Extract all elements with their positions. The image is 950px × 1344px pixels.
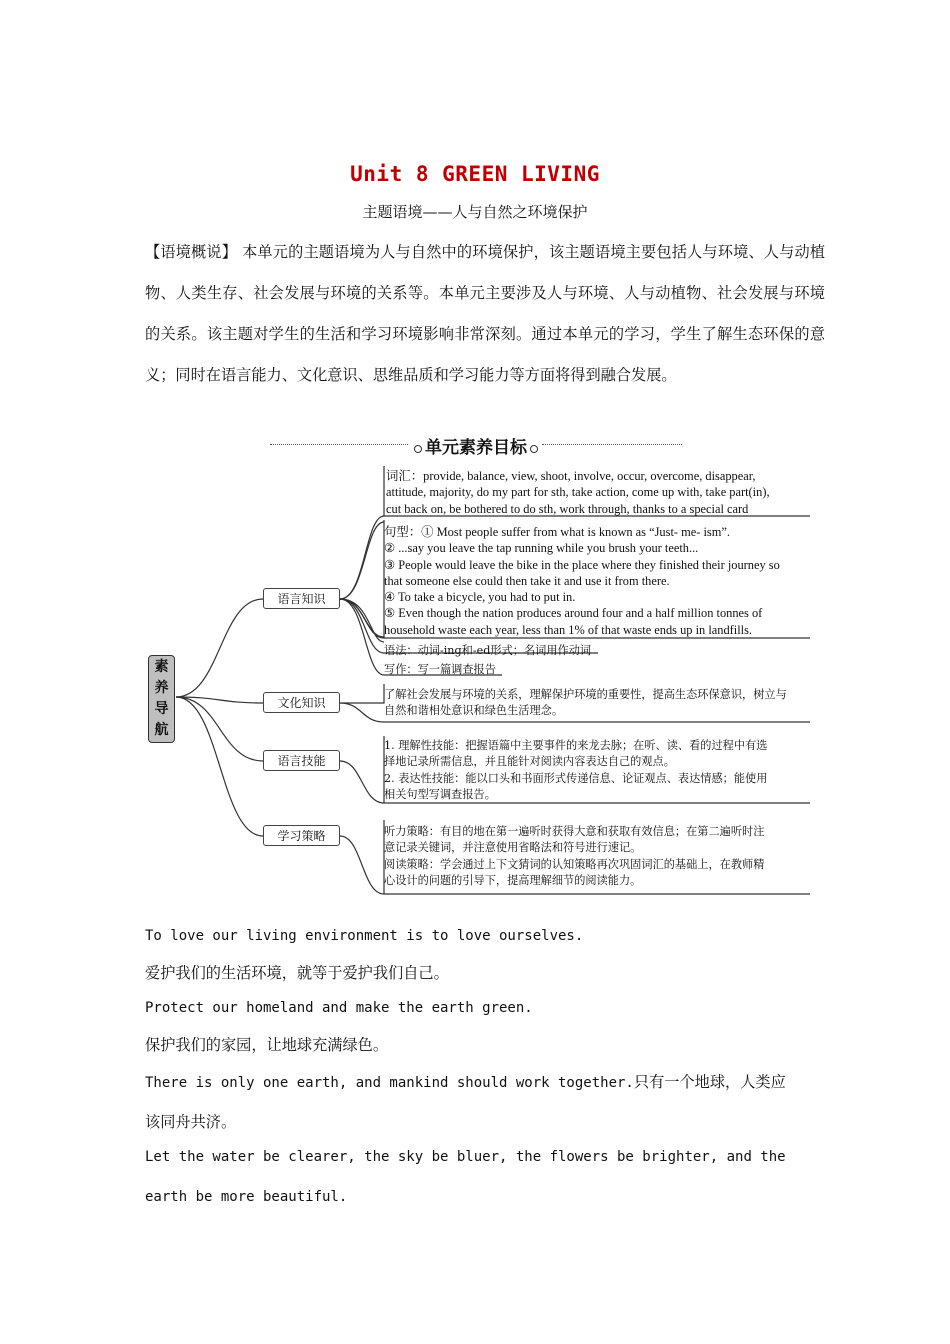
- quote-2-chinese: 保护我们的家园，让地球充满绿色。: [145, 1036, 388, 1054]
- leaf-vocabulary: 词汇：provide, balance, view, shoot, involve, occur, overcome, disappear, attitude, majority, do my part for sth, take action, come up with, take part(in), cut back on, be bothered to do sth, work through, thanks to a special card: [386, 469, 770, 516]
- quote-4-line-1: Let the water be clearer, the sky be bluer, the flowers be brighter, and the: [145, 1149, 786, 1165]
- quote-3-english: There is only one earth, and mankind should work together.: [145, 1075, 634, 1091]
- quote-3-chinese-b: 该同舟共济。: [145, 1113, 237, 1131]
- connector-grammar: [340, 599, 384, 653]
- quote-2-english: Protect our homeland and make the earth green.: [145, 1000, 533, 1016]
- branch-language-knowledge: 语言知识: [263, 588, 340, 609]
- quote-1-chinese: 爱护我们的生活环境，就等于爱护我们自己。: [145, 964, 449, 982]
- overview-text: 本单元的主题语境为人与自然中的环境保护，该主题语境主要包括人与环境、人与动植物、人类生存、社会发展与环境的关系等。本单元主要涉及人与环境、人与动植物、社会发展与环境的关系。该主题对学生的生活和学习环境影响非常深刻。通过本单元的学习，学生了解生态环保的意义；同时在语言能力、文化意识、思维品质和学习能力等方面将得到融合发展。: [145, 243, 826, 384]
- leaf-culture: 了解社会发展与环境的关系，理解保护环境的重要性，提高生态环保意识，树立与 自然和谐相处意识和绿色生活理念。: [384, 688, 787, 718]
- ring-icon: [530, 445, 538, 453]
- unit-title: Unit 8 GREEN LIVING: [350, 162, 600, 186]
- connector-culture: [340, 684, 384, 703]
- connector-root-skills: [176, 697, 263, 761]
- root-node: 素养导航: [148, 655, 175, 743]
- connector-culture-b: [340, 703, 384, 722]
- quote-3: [145, 1071, 786, 1092]
- branch-learning-strategy: 学习策略: [263, 825, 340, 846]
- branch-culture-knowledge: 文化知识: [263, 692, 340, 713]
- leaf-grammar: 语法：动词-ing和-ed形式；名词用作动词: [384, 644, 592, 657]
- quote-3-chinese-a: 只有一个地球，人类应: [633, 1073, 786, 1091]
- leaf-sentence-patterns: 句型：① Most people suffer from what is known as “Just- me- ism”. ② ...say you leave the tap running while you brush your teeth... ③ People would leave the bike in the place where they finished their journey so that someone else could then take it and use it from there. ④ To take a bicycle, you had to put in. ⑤ Even though the nation produces around four and a half million tonnes of household waste each year, less than 1% of that waste ends up in landfills.: [384, 525, 780, 637]
- leaf-strategy: 听力策略：有目的地在第一遍听时获得大意和获取有效信息；在第二遍听时注 意记录关键词，并注意使用省略法和符号进行速记。 阅读策略：学会通过上下文猜词的认知策略再次巩固词汇的基础上，在教师精 心设计的问题的引导下，提高理解细节的阅读能力。: [384, 825, 765, 887]
- section-banner: [270, 433, 682, 457]
- quote-4-line-2: earth be more beautiful.: [145, 1189, 348, 1205]
- ring-icon: [414, 445, 422, 453]
- branch-language-skills: 语言技能: [263, 750, 340, 771]
- connector-root-strategy: [176, 697, 263, 836]
- connector-sentences-b: [340, 522, 384, 599]
- overview-label: 【语境概说】: [145, 243, 238, 261]
- leaf-skills: 1. 理解性技能：把握语篇中主要事件的来龙去脉；在听、读、看的过程中有选 择地记录所需信息，并且能针对阅读内容表达自己的观点。 2. 表达性技能：能以口头和书面形式传递信息、论证观点、表达情感；能使用 相关句型写调查报告。: [384, 739, 768, 801]
- theme-subtitle: 主题语境——人与自然之环境保护: [362, 203, 588, 221]
- leaf-writing: 写作：写一篇调查报告: [384, 663, 496, 676]
- mind-map: [140, 462, 820, 902]
- connector-root-lang: [176, 599, 263, 697]
- overview-paragraph: [145, 232, 825, 396]
- quote-1-english: To love our living environment is to love ourselves.: [145, 928, 584, 944]
- banner-title: 单元素养目标: [270, 433, 682, 458]
